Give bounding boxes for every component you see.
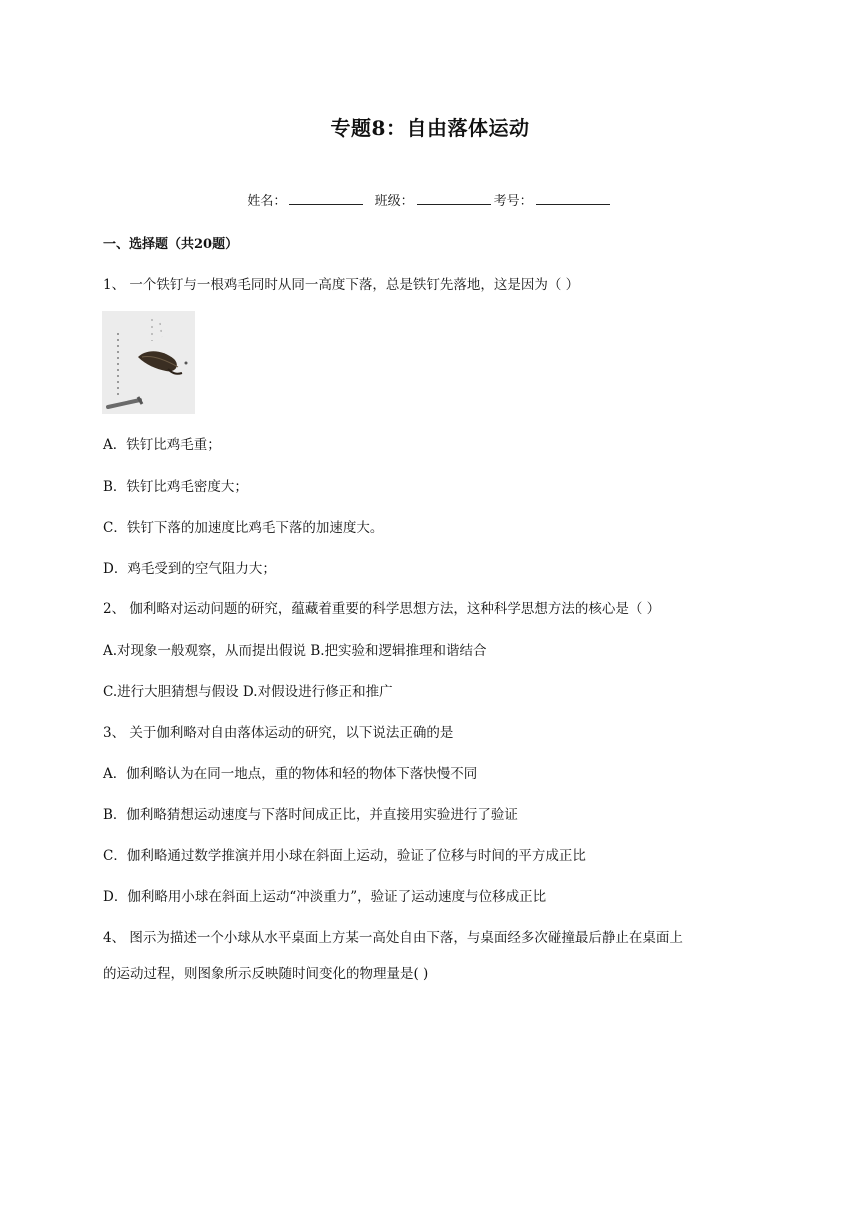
question-1-option-c: C．铁钉下落的加速度比鸡毛下落的加速度大。 (103, 520, 384, 536)
question-2-options-cd: C.进行大胆猜想与假设 D.对假设进行修正和推广 (103, 684, 393, 700)
question-3-stem: 3、 关于伽利略对自由落体运动的研究，以下说法正确的是 (103, 725, 454, 741)
question-3-option-c: C．伽利略通过数学推演并用小球在斜面上运动，验证了位移与时间的平方成正比 (103, 848, 586, 864)
question-1-option-d: D．鸡毛受到的空气阻力大； (103, 561, 276, 577)
section-heading: 一、选择题（共20题） (103, 237, 239, 252)
exam-number-label: 考号： (493, 194, 533, 209)
question-1-option-b: B．铁钉比鸡毛密度大； (103, 479, 248, 495)
student-info-line (0, 190, 860, 209)
nail-feather-illustration (102, 311, 195, 414)
name-label: 姓名： (247, 194, 287, 209)
name-blank (289, 191, 363, 205)
exam-number-blank (536, 191, 610, 205)
question-3-option-b: B．伽利略猜想运动速度与下落时间成正比，并直接用实验进行了验证 (103, 807, 518, 823)
nail-feather-figure (102, 311, 195, 414)
question-1-option-a: A．铁钉比鸡毛重； (103, 437, 221, 453)
question-2-options-ab: A.对现象一般观察，从而提出假说 B.把实验和逻辑推理和谐结合 (103, 643, 487, 659)
question-3-option-a: A．伽利略认为在同一地点，重的物体和轻的物体下落快慢不同 (103, 766, 478, 782)
question-2-stem: 2、 伽利略对运动问题的研究，蕴藏着重要的科学思想方法，这种科学思想方法的核心是（ ） (103, 601, 661, 617)
question-3-option-d: D．伽利略用小球在斜面上运动“冲淡重力”，验证了运动速度与位移成正比 (103, 889, 547, 905)
class-label: 班级： (374, 194, 414, 209)
question-4-stem-line-1: 4、 图示为描述一个小球从水平桌面上方某一高处自由下落，与桌面经多次碰撞最后静止在桌面上 (103, 930, 683, 946)
page-title: 专题8：自由落体运动 (330, 116, 530, 140)
question-1-stem: 1、 一个铁钉与一根鸡毛同时从同一高度下落，总是铁钉先落地，这是因为（ ） (103, 277, 580, 293)
class-blank (417, 191, 491, 205)
question-4-stem-line-2: 的运动过程，则图象所示反映随时间变化的物理量是( ) (103, 966, 429, 982)
